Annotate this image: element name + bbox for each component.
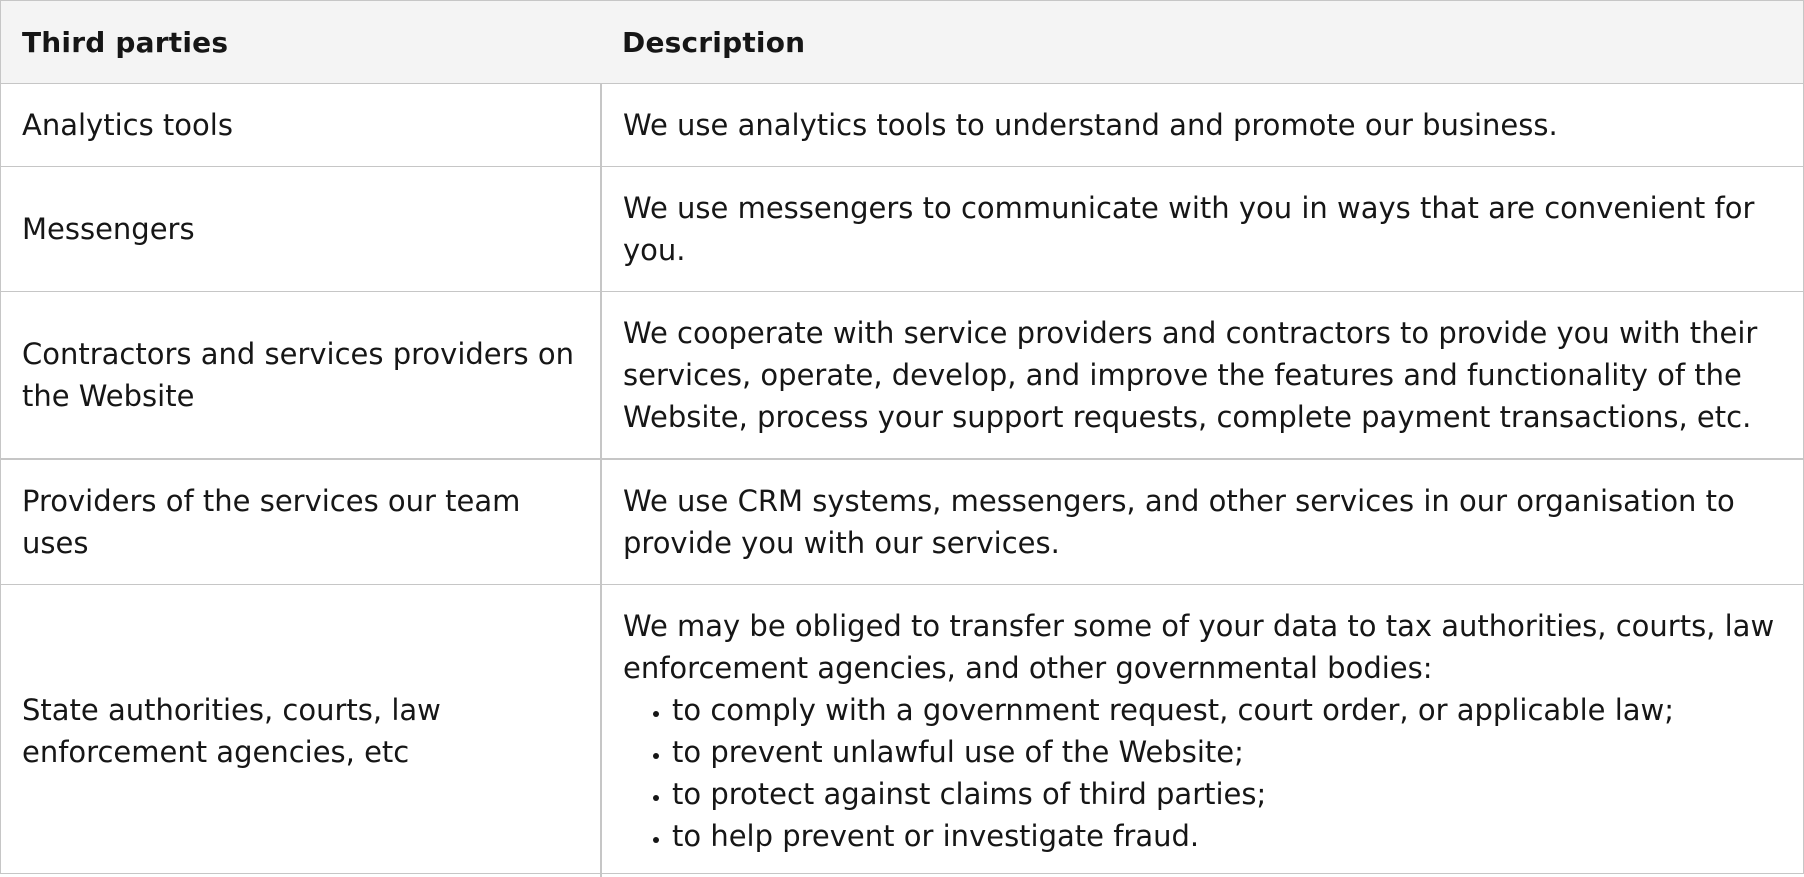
party-messengers: Messengers <box>1 167 601 292</box>
table-row <box>1 292 1803 460</box>
state-authorities-reasons-list <box>623 689 1782 857</box>
header-third-parties: Third parties <box>1 1 601 84</box>
list-item: • to help prevent or investigate fraud. <box>672 815 1782 857</box>
party-contractors: Contractors and services providers on the Website <box>1 292 601 460</box>
description-state-authorities <box>601 585 1803 877</box>
table-row <box>1 459 1803 585</box>
list-item: • to comply with a government request, court order, or applicable law; <box>672 689 1782 731</box>
party-analytics-tools: Analytics tools <box>1 84 601 167</box>
table-header <box>1 1 1803 84</box>
header-row <box>1 1 1803 84</box>
party-state-authorities: State authorities, courts, law enforcement agencies, etc <box>1 585 601 877</box>
party-team-service-providers: Providers of the services our team uses <box>1 459 601 585</box>
table-row <box>1 167 1803 292</box>
table-body <box>1 84 1803 877</box>
description-analytics-tools: We use analytics tools to understand and promote our business. <box>601 84 1803 167</box>
description-team-service-providers: We use CRM systems, messengers, and other services in our organisation to provide you with our services. <box>601 459 1803 585</box>
list-item: • to prevent unlawful use of the Website; <box>672 731 1782 773</box>
list-item: • to protect against claims of third parties; <box>672 773 1782 815</box>
description-contractors: We cooperate with service providers and contractors to provide you with their services, operate, develop, and improve the features and functionality of the Website, process your support requests, complete payment transactions, etc. <box>601 292 1803 460</box>
description-state-authorities-intro: We may be obliged to transfer some of your data to tax authorities, courts, law enforcement agencies, and other governmental bodies: <box>623 605 1782 689</box>
description-messengers: We use messengers to communicate with you in ways that are convenient for you. <box>601 167 1803 292</box>
table-row <box>1 585 1803 877</box>
table-row <box>1 84 1803 167</box>
header-description: Description <box>601 1 1803 84</box>
third-parties-table <box>1 1 1803 877</box>
